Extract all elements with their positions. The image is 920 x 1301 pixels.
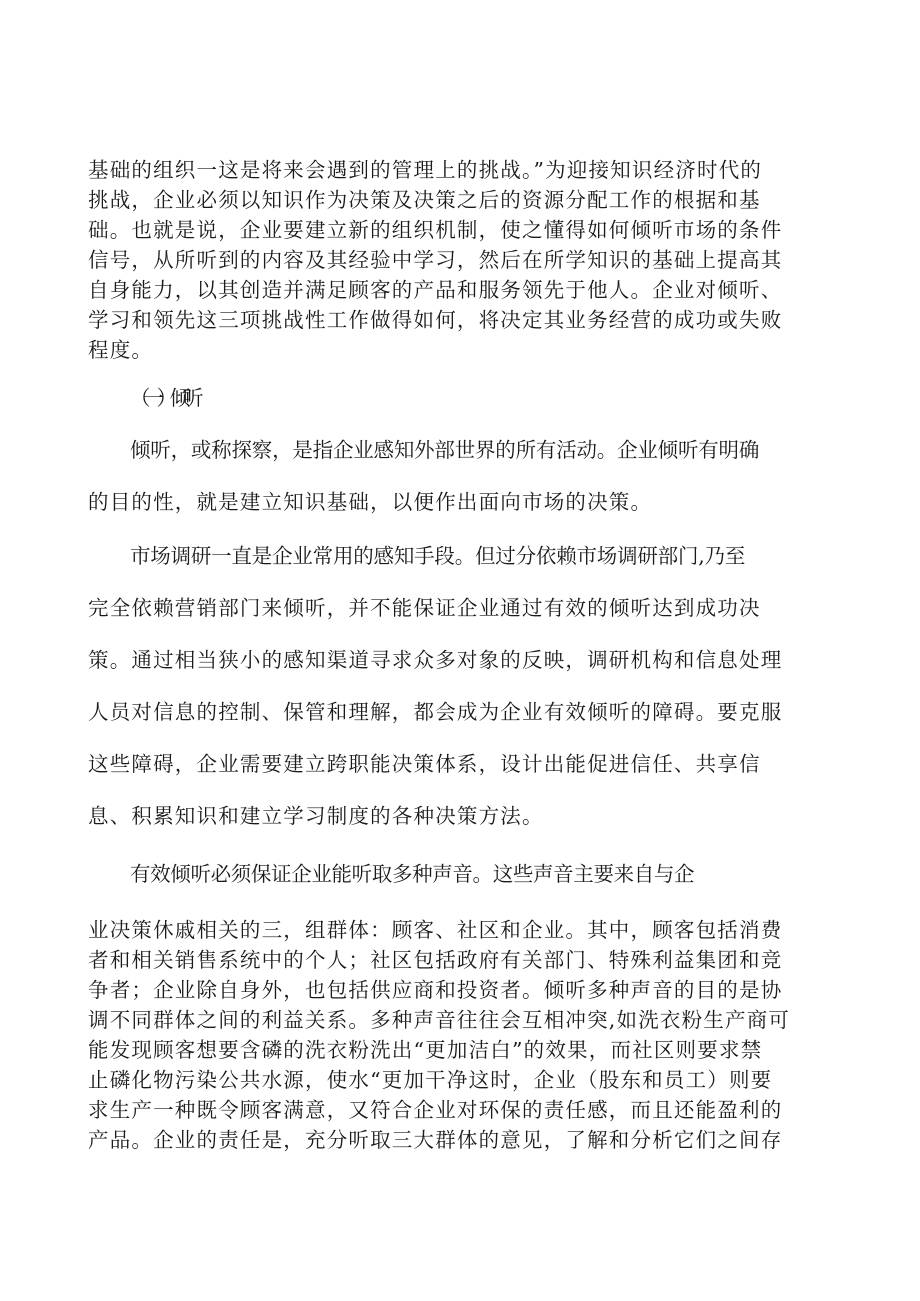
text-line: 完全依赖营销部门来倾听，并不能保证企业通过有效的倾听达到成功决 (88, 596, 761, 620)
text-line: 信号，从所听到的内容及其经验中学习，然后在所学知识的基础上提高其 (88, 248, 783, 272)
text-line: 础。也就是说，企业要建立新的组织机制，使之懂得如何倾听市场的条件 (88, 218, 783, 242)
text-line: 基础的组织一这是将来会遇到的管理上的挑战。”为迎接知识经济时代的 (88, 158, 763, 182)
text-line: 这些障碍，企业需要建立跨职能决策体系，设计出能促进信任、共享信 (88, 752, 761, 776)
text-line: 倾听，或称探察，是指企业感知外部世界的所有活动。企业倾听有明确 (130, 438, 760, 462)
text-line: 求生产一种既令顾客满意，又符合企业对环保的责任感，而且还能盈利的 (88, 1098, 783, 1122)
text-line: 产品。企业的责任是，充分听取三大群体的意见，了解和分析它们之间存 (88, 1128, 783, 1152)
text-line: 止磷化物污染公共水源，使水“更加干净这时，企业（股东和员工）则要 (88, 1068, 773, 1092)
text-line: 自身能力，以其创造并满足顾客的产品和服务领先于他人。企业对倾听、 (88, 278, 783, 302)
text-line: 调不同群体之间的利益关系。多种声音往往会互相冲突,如洗衣粉生产商可 (88, 1008, 791, 1032)
text-line: 业决策休戚相关的三，组群体：顾客、社区和企业。其中，顾客包括消费 (88, 918, 783, 942)
text-line: 挑战，企业必须以知识作为决策及决策之后的资源分配工作的根据和基 (88, 188, 761, 212)
text-line: 市场调研一直是企业常用的感知手段。但过分依赖市场调研部门,乃至 (130, 544, 746, 568)
text-line: 息、积累知识和建立学习制度的各种决策方法。 (88, 804, 544, 828)
text-line: 学习和领先这三项挑战性工作做得如何，将决定其业务经营的成功或失败 (88, 308, 783, 332)
text-line: 者和相关销售系统中的个人；社区包括政府有关部门、特殊利益集团和竞 (88, 948, 783, 972)
text-line: 人员对信息的控制、保管和理解，都会成为企业有效倾听的障碍。要克服 (88, 700, 783, 724)
text-line: 能发现顾客想要含磷的洗衣粉洗出“更加洁白”的效果，而社区则要求禁 (88, 1038, 763, 1062)
paragraph-multiple-voices: 有效倾听必须保证企业能听取多种声音。这些声音主要来自与企 (130, 862, 695, 886)
text-line: 的目的性，就是建立知识基础，以便作出面向市场的决策。 (88, 490, 653, 514)
text-line: 争者；企业除自身外，也包括供应商和投资者。倾听多种声音的目的是协 (88, 978, 783, 1002)
section-heading: （一）倾听 (130, 386, 197, 410)
text-line: 程度。 (88, 338, 154, 362)
text-line: 策。通过相当狭小的感知渠道寻求众多对象的反映，调研机构和信息处理 (88, 648, 783, 672)
